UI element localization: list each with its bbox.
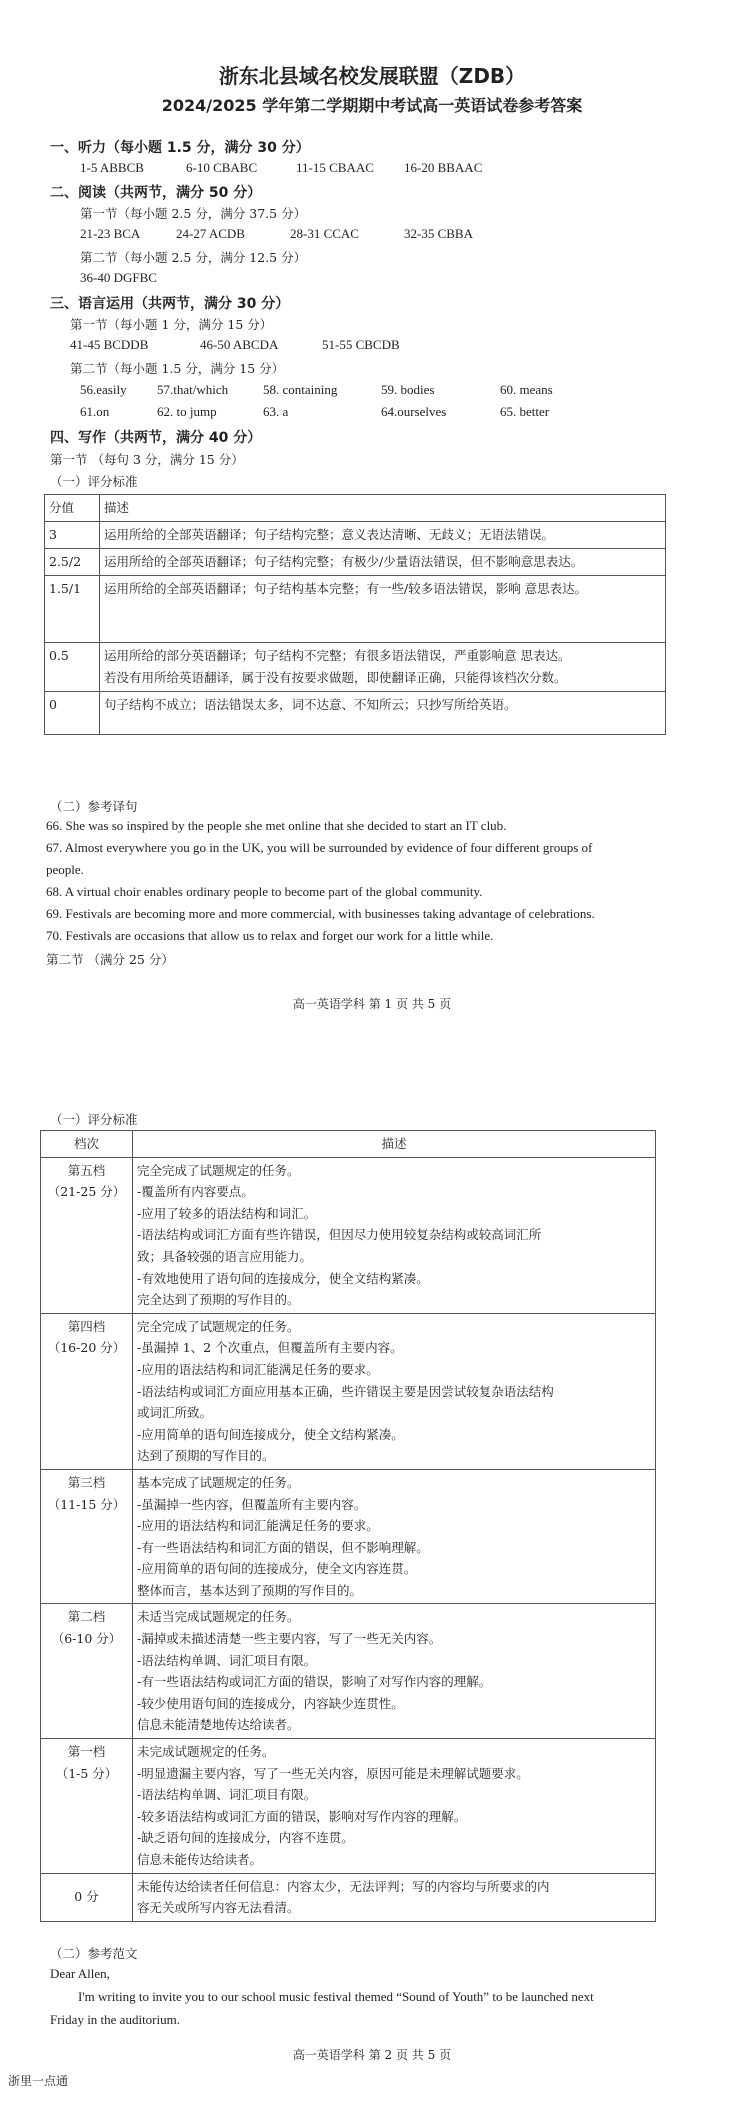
reading-heading: 二、阅读（共两节，满分 50 分） bbox=[50, 185, 262, 201]
answer-6-10: 6-10 CBABC bbox=[186, 160, 258, 175]
desc-cell: 运用所给的全部英语翻译；句子结构完整；有极少/少量语法错误，但不影响意思表达。 bbox=[100, 549, 666, 576]
answer-63: 63. a bbox=[263, 404, 289, 419]
answer-24-27: 24-27 ACDB bbox=[176, 226, 245, 241]
answer-61: 61.on bbox=[80, 404, 110, 419]
level-cell bbox=[41, 1157, 133, 1313]
table-row bbox=[45, 576, 666, 643]
level-name: 第一档 bbox=[67, 1744, 106, 1760]
page-2-footer: 高一英语学科 第 2 页 共 5 页 bbox=[292, 2048, 452, 2062]
desc-line: 或词汇所致。 bbox=[137, 1405, 213, 1421]
desc-line: 致；具备较强的语言应用能力。 bbox=[137, 1248, 313, 1264]
reference-69: 69. Festivals are becoming more and more commercial, with businesses taking advantage of celebrations. bbox=[46, 906, 595, 921]
reference-68: 68. A virtual choir enables ordinary people to become part of the global community. bbox=[46, 884, 483, 899]
table-row bbox=[45, 549, 666, 576]
answer-56: 56.easily bbox=[80, 382, 127, 397]
table-row bbox=[41, 1739, 656, 1874]
page2-criteria-heading: （一）评分标准 bbox=[50, 1112, 138, 1127]
table-header-score: 分值 bbox=[45, 495, 100, 522]
page-1-footer: 高一英语学科 第 1 页 共 5 页 bbox=[292, 997, 452, 1011]
answer-36-40: 36-40 DGFBC bbox=[80, 270, 157, 285]
writing-sec2-heading: 第二节 （满分 25 分） bbox=[46, 952, 174, 967]
language-sec1-heading: 第一节（每小题 1 分，满分 15 分） bbox=[70, 317, 273, 332]
level-name: 第四档 bbox=[67, 1318, 106, 1334]
desc-line: -应用简单的语句间连接成分，使全文结构紧凑。 bbox=[137, 1426, 404, 1442]
desc-line: 容无关或所写内容无法看清。 bbox=[137, 1900, 300, 1916]
level-name: 第五档 bbox=[67, 1162, 106, 1178]
desc-line: -应用的语法结构和词汇能满足任务的要求。 bbox=[137, 1361, 379, 1377]
level-cell bbox=[41, 1313, 133, 1469]
writing-heading: 四、写作（共两节，满分 40 分） bbox=[50, 430, 262, 446]
answer-62: 62. to jump bbox=[157, 404, 217, 419]
table-header-row bbox=[45, 495, 666, 522]
desc-cell bbox=[133, 1604, 656, 1739]
criteria-heading: （一）评分标准 bbox=[50, 474, 138, 489]
answer-21-23: 21-23 BCA bbox=[80, 226, 141, 241]
desc-cell bbox=[100, 643, 666, 692]
answer-1-5: 1-5 ABBCB bbox=[80, 160, 144, 175]
desc-line: -语法结构单调、词汇项目有限。 bbox=[137, 1652, 317, 1668]
desc-line: -覆盖所有内容要点。 bbox=[137, 1184, 254, 1200]
level-cell bbox=[41, 1469, 133, 1604]
page-title: 浙东北县域名校发展联盟（ZDB） bbox=[218, 64, 526, 88]
scoring-table-2 bbox=[40, 1130, 656, 1922]
desc-line: 基本完成了试题规定的任务。 bbox=[137, 1474, 300, 1490]
language-heading: 三、语言运用（共两节，满分 30 分） bbox=[50, 296, 290, 312]
reference-67-cont: people. bbox=[46, 862, 84, 877]
answer-11-15: 11-15 CBAAC bbox=[296, 160, 374, 175]
desc-line: -有一些语法结构和词汇方面的错误，但不影响理解。 bbox=[137, 1539, 429, 1555]
level-range: （16-20 分） bbox=[47, 1340, 126, 1356]
desc-line: -有效地使用了语句间的连接成分，使全文结构紧凑。 bbox=[137, 1270, 429, 1286]
score-cell: 3 bbox=[45, 522, 100, 549]
table-header-level: 档次 bbox=[41, 1131, 133, 1158]
answer-58: 58. containing bbox=[263, 382, 338, 397]
answer-16-20: 16-20 BBAAC bbox=[404, 160, 483, 175]
desc-line: 运用所给的部分英语翻译；句子结构不完整；有很多语法错误，严重影响意 思表达。 bbox=[104, 648, 571, 663]
desc-line: -漏掉或未描述清楚一些主要内容，写了一些无关内容。 bbox=[137, 1631, 442, 1647]
desc-cell bbox=[133, 1469, 656, 1604]
desc-line: -语法结构或词汇方面有些许错误，但因尽力使用较复杂结构或较高词汇所 bbox=[137, 1227, 542, 1243]
desc-line: 信息未能清楚地传达给读者。 bbox=[137, 1717, 300, 1733]
letter-body-line: I'm writing to invite you to our school music festival themed “Sound of Youth” to be launched next bbox=[78, 1989, 594, 2004]
desc-line: -应用简单的语句间的连接成分，使全文内容连贯。 bbox=[137, 1561, 417, 1577]
sample-heading: （二）参考范文 bbox=[50, 1946, 138, 1961]
watermark: 浙里一点通 bbox=[8, 2074, 69, 2088]
level-cell bbox=[41, 1739, 133, 1874]
desc-line: -虽漏掉一些内容，但覆盖所有主要内容。 bbox=[137, 1496, 367, 1512]
desc-line: -缺乏语句间的连接成分，内容不连贯。 bbox=[137, 1830, 354, 1846]
desc-cell: 运用所给的全部英语翻译；句子结构完整；意义表达清晰、无歧义；无语法错误。 bbox=[100, 522, 666, 549]
table-header-desc: 描述 bbox=[100, 495, 666, 522]
listening-heading: 一、听力（每小题 1.5 分，满分 30 分） bbox=[50, 140, 310, 156]
table-row bbox=[45, 692, 666, 735]
page-subtitle: 2024/2025 学年第二学期期中考试高一英语试卷参考答案 bbox=[161, 96, 583, 115]
desc-line: 完全达到了预期的写作目的。 bbox=[137, 1292, 300, 1308]
letter-body-line: Friday in the auditorium. bbox=[50, 2012, 180, 2027]
desc-line: -明显遗漏主要内容，写了一些无关内容，原因可能是未理解试题要求。 bbox=[137, 1765, 529, 1781]
table-row bbox=[41, 1873, 656, 1921]
table-header-row bbox=[41, 1131, 656, 1158]
level-name: 第三档 bbox=[67, 1474, 106, 1490]
level-range: （1-5 分） bbox=[55, 1765, 118, 1781]
desc-line: 达到了预期的写作目的。 bbox=[137, 1448, 275, 1464]
table-row bbox=[41, 1604, 656, 1739]
desc-cell: 句子结构不成立；语法错误太多，词不达意、不知所云；只抄写所给英语。 bbox=[100, 692, 666, 735]
desc-line: 未能传达给读者任何信息：内容太少，无法评判；写的内容均与所要求的内 bbox=[137, 1878, 550, 1894]
desc-line: -应用的语法结构和词汇能满足任务的要求。 bbox=[137, 1518, 379, 1534]
level-range: （21-25 分） bbox=[47, 1184, 126, 1200]
reference-66: 66. She was so inspired by the people she met online that she decided to start an IT club. bbox=[46, 818, 507, 833]
desc-line: -虽漏掉 1、2 个次重点，但覆盖所有主要内容。 bbox=[137, 1340, 403, 1356]
table-row bbox=[41, 1157, 656, 1313]
table-row bbox=[45, 522, 666, 549]
desc-line: 未适当完成试题规定的任务。 bbox=[137, 1609, 300, 1625]
answer-51-55: 51-55 CBCDB bbox=[322, 337, 400, 352]
table-row bbox=[41, 1313, 656, 1469]
desc-line: -较少使用语句间的连接成分，内容缺少连贯性。 bbox=[137, 1695, 404, 1711]
reference-67: 67. Almost everywhere you go in the UK, you will be surrounded by evidence of four different groups of bbox=[46, 840, 593, 855]
writing-sec1-heading: 第一节 （每句 3 分，满分 15 分） bbox=[50, 452, 244, 467]
level-range: （6-10 分） bbox=[51, 1631, 122, 1647]
answer-60: 60. means bbox=[500, 382, 553, 397]
table-row bbox=[45, 643, 666, 692]
score-cell: 0 bbox=[45, 692, 100, 735]
desc-cell bbox=[133, 1313, 656, 1469]
level-range: （11-15 分） bbox=[47, 1496, 126, 1512]
desc-line: -有一些语法结构或词汇方面的错误，影响了对写作内容的理解。 bbox=[137, 1674, 492, 1690]
desc-line: -语法结构单调、词汇项目有限。 bbox=[137, 1787, 317, 1803]
desc-line: -语法结构或词汇方面应用基本正确，些许错误主要是因尝试较复杂语法结构 bbox=[137, 1383, 554, 1399]
answer-28-31: 28-31 CCAC bbox=[290, 226, 359, 241]
desc-cell bbox=[133, 1157, 656, 1313]
reference-70: 70. Festivals are occasions that allow us to relax and forget our work for a little while. bbox=[46, 928, 494, 943]
level-name: 0 分 bbox=[74, 1889, 99, 1905]
desc-line: -应用了较多的语法结构和词汇。 bbox=[137, 1205, 317, 1221]
desc-cell bbox=[133, 1739, 656, 1874]
reading-sec2-heading: 第二节（每小题 2.5 分，满分 12.5 分） bbox=[80, 250, 307, 265]
desc-line: 若没有用所给英语翻译，属于没有按要求做题，即使翻译正确，只能得该档次分数。 bbox=[104, 670, 567, 685]
desc-line: 整体而言，基本达到了预期的写作目的。 bbox=[137, 1582, 363, 1598]
desc-line: 完全完成了试题规定的任务。 bbox=[137, 1162, 300, 1178]
answer-41-45: 41-45 BCDDB bbox=[70, 337, 149, 352]
desc-cell bbox=[133, 1873, 656, 1921]
level-name: 第二档 bbox=[67, 1609, 106, 1625]
answer-32-35: 32-35 CBBA bbox=[404, 226, 473, 241]
table-header-desc: 描述 bbox=[133, 1131, 656, 1158]
scoring-table-1 bbox=[44, 494, 666, 735]
level-cell bbox=[41, 1604, 133, 1739]
answer-59: 59. bodies bbox=[381, 382, 435, 397]
table-row bbox=[41, 1469, 656, 1604]
desc-line: 未完成试题规定的任务。 bbox=[137, 1744, 275, 1760]
language-sec2-heading: 第二节（每小题 1.5 分，满分 15 分） bbox=[70, 361, 285, 376]
desc-line: 完全完成了试题规定的任务。 bbox=[137, 1318, 300, 1334]
level-cell bbox=[41, 1873, 133, 1921]
desc-line: -较多语法结构或词汇方面的错误，影响对写作内容的理解。 bbox=[137, 1808, 467, 1824]
score-cell: 2.5/2 bbox=[45, 549, 100, 576]
answer-57: 57.that/which bbox=[157, 382, 229, 397]
answer-64: 64.ourselves bbox=[381, 404, 447, 419]
desc-line: 信息未能传达给读者。 bbox=[137, 1852, 263, 1867]
score-cell: 1.5/1 bbox=[45, 576, 100, 643]
answer-46-50: 46-50 ABCDA bbox=[200, 337, 279, 352]
score-cell: 0.5 bbox=[45, 643, 100, 692]
reading-sec1-heading: 第一节（每小题 2.5 分，满分 37.5 分） bbox=[80, 206, 307, 221]
answer-65: 65. better bbox=[500, 404, 550, 419]
letter-salutation: Dear Allen, bbox=[50, 1966, 110, 1981]
reference-heading: （二）参考译句 bbox=[50, 799, 138, 814]
desc-cell: 运用所给的全部英语翻译；句子结构基本完整；有一些/较多语法错误，影响 意思表达。 bbox=[100, 576, 666, 643]
